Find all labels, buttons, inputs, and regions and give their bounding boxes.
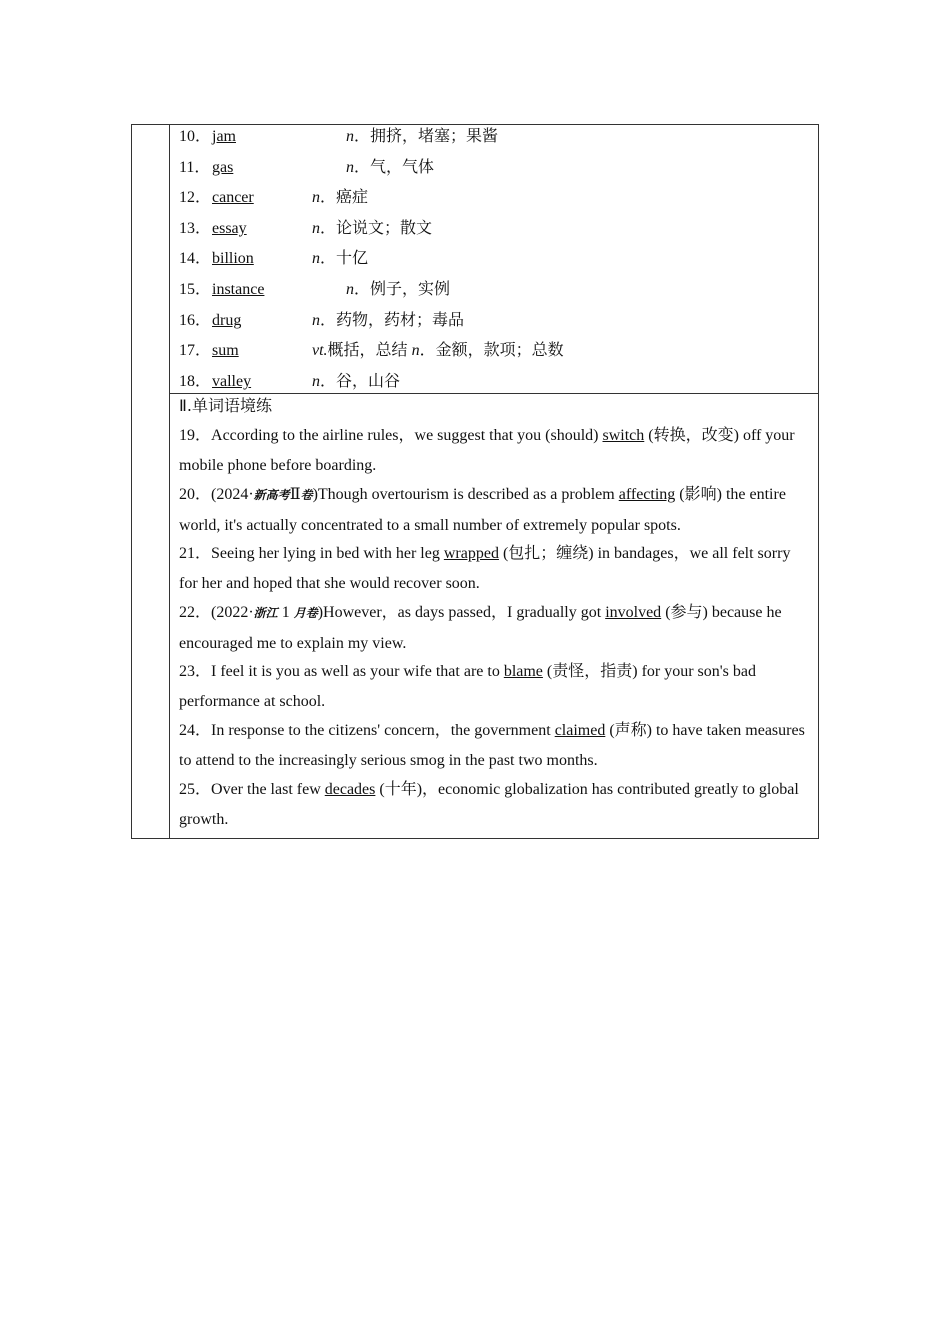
left-margin-column <box>132 125 170 838</box>
vocab-word: instance <box>212 281 265 298</box>
source-note: (2024·新高考Ⅱ卷) <box>211 486 318 503</box>
vocab-definition <box>312 309 464 333</box>
item-text: (参与) because he encouraged me to explain my view. <box>179 604 782 652</box>
item-text: (声称) to have taken measures to attend to the increasingly serious smog in the past two months. <box>179 722 805 769</box>
vocab-number: 15． <box>179 281 212 298</box>
answer-word: blame <box>503 663 543 680</box>
vocab-definition <box>346 278 450 302</box>
practice-item <box>179 598 812 658</box>
vocab-number: 14． <box>179 250 212 268</box>
definition-text: ．气，气体 <box>354 158 435 176</box>
vocab-word: cancer <box>212 189 254 207</box>
section-title: Ⅱ.单词语境练 <box>179 396 272 415</box>
vocab-word: gas <box>212 158 234 176</box>
practice-item <box>179 657 812 716</box>
definition-text: ．药物，药材；毒品 <box>320 311 465 329</box>
vocab-number: 16． <box>179 311 212 329</box>
part-of-speech: vt. <box>312 342 328 360</box>
vocab-word: billion <box>212 250 254 268</box>
definition-text: ．癌症 <box>320 189 369 207</box>
practice-item <box>179 775 812 834</box>
item-text: (责怪，指责) for your son's bad performance at school. <box>179 663 756 710</box>
answer-word: claimed <box>554 722 606 739</box>
practice-item <box>179 539 812 598</box>
item-number: 24． <box>179 722 212 739</box>
answer-word: decades <box>324 781 376 798</box>
item-number: 20． <box>179 486 212 503</box>
part-of-speech: n <box>312 189 320 207</box>
vocab-word: drug <box>212 311 242 329</box>
vocab-number: 12． <box>179 189 212 207</box>
answer-word: involved <box>605 604 662 621</box>
definition-text: ．谷，山谷 <box>320 372 401 390</box>
part-of-speech: n <box>346 128 354 145</box>
practice-item <box>179 480 812 540</box>
vocab-definition <box>312 186 368 210</box>
item-text: (转换，改变) off your mobile phone before boarding. <box>179 427 795 474</box>
part-of-speech: n <box>346 281 354 298</box>
item-text: I feel it is you as well as your wife that are to <box>211 663 504 680</box>
vocab-definition <box>312 339 564 363</box>
item-number: 19． <box>179 427 212 444</box>
vocab-number: 13． <box>179 219 212 237</box>
part-of-speech: n <box>312 219 320 237</box>
definition-text: ．例子，实例 <box>354 281 451 298</box>
item-text: (包扎；缠绕) in bandages，we all felt sorry for her and hoped that she would recover soon. <box>179 545 791 592</box>
definition-text: ．十亿 <box>320 250 369 268</box>
item-text: Seeing her lying in bed with her leg <box>211 545 444 562</box>
vocab-word: essay <box>212 219 247 237</box>
vocab-definition <box>312 247 368 271</box>
item-number: 25． <box>179 781 212 798</box>
practice-item <box>179 716 812 775</box>
vocab-word: valley <box>212 372 252 390</box>
vocab-definition <box>312 217 432 241</box>
answer-word: switch <box>602 427 645 444</box>
item-number: 22． <box>179 604 212 621</box>
exercise-table <box>131 124 819 839</box>
item-number: 21． <box>179 545 212 562</box>
part-of-speech: n <box>312 311 320 329</box>
part-of-speech: n <box>312 250 320 268</box>
part-of-speech: n <box>312 372 320 390</box>
vocabulary-list <box>170 125 818 394</box>
vocab-word: jam <box>212 128 236 145</box>
item-text: Over the last few <box>211 781 325 798</box>
vocab-number: 10． <box>179 128 212 145</box>
item-text: (十年)，economic globalization has contributed greatly to global growth. <box>179 781 799 828</box>
item-text: However，as days passed，I gradually got <box>323 604 606 621</box>
vocab-definition <box>312 370 400 394</box>
answer-word: affecting <box>618 486 676 503</box>
context-practice-section <box>170 394 818 838</box>
item-text: Though overtourism is described as a problem <box>317 486 619 503</box>
definition-text: 概括，总结 <box>327 342 412 360</box>
answer-word: wrapped <box>443 545 499 562</box>
part-of-speech: n <box>411 342 420 360</box>
vocab-number: 17． <box>179 342 212 360</box>
item-number: 23． <box>179 663 212 680</box>
vocab-definition <box>346 125 498 149</box>
item-text: According to the airline rules，we suggest that you (should) <box>211 427 603 444</box>
definition-text: ．金额，款项；总数 <box>419 342 564 360</box>
item-text: In response to the citizens' concern，the government <box>211 722 555 739</box>
vocab-number: 18． <box>179 372 212 390</box>
vocab-number: 11． <box>179 158 211 176</box>
part-of-speech: n <box>346 158 354 176</box>
source-note: (2022·浙江 1 月卷) <box>211 604 324 621</box>
vocab-word: sum <box>212 342 239 360</box>
definition-text: ．论说文；散文 <box>320 219 433 237</box>
item-text: (影响) the entire world, it's actually concentrated to a small number of extremely popular spots. <box>179 486 786 534</box>
practice-item <box>179 421 812 480</box>
definition-text: ．拥挤，堵塞；果酱 <box>354 128 499 145</box>
vocab-definition <box>346 156 434 180</box>
